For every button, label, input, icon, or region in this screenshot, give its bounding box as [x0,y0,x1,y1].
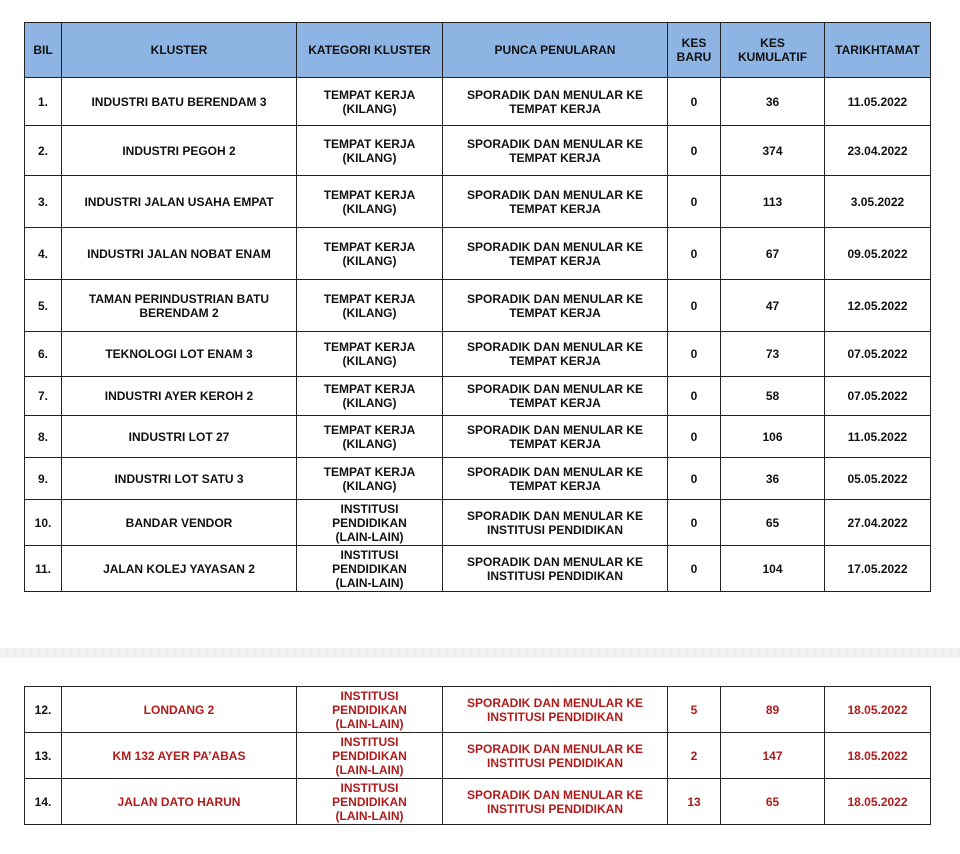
cell-punca [443,280,668,332]
cell-kategori [297,176,443,228]
cell-kategori [297,416,443,458]
cell-kategori-line: (LAIN-LAIN) [335,529,404,544]
cell-punca [443,176,668,228]
cell-bil: 9. [25,458,62,500]
cell-bil: 10. [25,500,62,546]
cell-kes-kumulatif: 65 [721,779,825,825]
cell-punca [443,687,668,733]
cell-bil: 6. [25,332,62,377]
cell-bil: 1. [25,78,62,126]
cell-punca-line: INSTITUSI PENDIDIKAN [486,755,623,770]
cell-kategori-line: PENDIDIKAN [332,561,407,576]
cell-kes-baru: 0 [668,228,721,280]
cell-punca-line: SPORADIK DAN MENULAR KE [466,554,643,569]
cell-punca [443,733,668,779]
cell-punca-line: SPORADIK DAN MENULAR KE [466,382,643,396]
cell-punca-line: INSTITUSI PENDIDIKAN [486,801,623,816]
header-punca: PUNCA PENULARAN [443,23,668,78]
cell-kategori [297,500,443,546]
table-row [25,687,931,733]
cell-kluster: INDUSTRI JALAN NOBAT ENAM [62,228,297,280]
new-cluster-table [24,686,931,825]
cell-tarikh-tamat: 07.05.2022 [825,377,931,416]
cell-kategori-line: TEMPAT KERJA [323,187,416,202]
cell-tarikh-tamat: 27.04.2022 [825,500,931,546]
cell-kategori [297,332,443,377]
cell-kategori [297,228,443,280]
cell-punca [443,126,668,176]
cell-bil: 12. [25,687,62,733]
cell-tarikh-tamat: 23.04.2022 [825,126,931,176]
cluster-table [24,22,931,592]
cell-kategori-line: (KILANG) [342,101,397,116]
cell-kategori-line: (LAIN-LAIN) [335,808,404,823]
cell-kategori [297,458,443,500]
table-row [25,733,931,779]
cell-tarikh-tamat: 17.05.2022 [825,546,931,592]
cell-punca-line: SPORADIK DAN MENULAR KE [466,340,643,354]
cell-punca [443,332,668,377]
cell-punca-line: TEMPAT KERJA [509,101,601,116]
cell-kategori [297,733,443,779]
cell-kategori-line: TEMPAT KERJA [323,291,416,306]
cell-kes-baru: 0 [668,458,721,500]
cell-kategori-line: (LAIN-LAIN) [335,762,404,777]
cell-punca-line: SPORADIK DAN MENULAR KE [466,239,643,254]
cell-kes-kumulatif: 65 [721,500,825,546]
cell-kategori-line: INSTITUSI [340,688,399,703]
cell-tarikh-tamat: 18.05.2022 [825,779,931,825]
header-tarikh-tamat: TARIKHTAMAT [825,23,931,78]
cell-bil: 14. [25,779,62,825]
cell-kluster: JALAN KOLEJ YAYASAN 2 [62,546,297,592]
table-row [25,228,931,280]
cell-punca-line: TEMPAT KERJA [509,305,601,320]
cell-kluster: LONDANG 2 [62,687,297,733]
table-row [25,78,931,126]
cell-kluster: KM 132 AYER PA’ABAS [62,733,297,779]
cell-punca-line: SPORADIK DAN MENULAR KE [466,136,643,151]
new-cluster-table-body [25,687,931,825]
cell-tarikh-tamat: 18.05.2022 [825,733,931,779]
cell-bil: 8. [25,416,62,458]
cell-kategori-line: TEMPAT KERJA [323,464,416,479]
cell-punca-line: TEMPAT KERJA [509,354,601,368]
table-header-row [25,23,931,78]
cell-tarikh-tamat: 11.05.2022 [825,78,931,126]
table-row [25,546,931,592]
cell-punca-line: SPORADIK DAN MENULAR KE [466,695,643,710]
page-separator [0,648,960,658]
cell-kes-baru: 0 [668,377,721,416]
cell-tarikh-tamat: 18.05.2022 [825,687,931,733]
cell-kes-kumulatif: 67 [721,228,825,280]
cell-punca [443,546,668,592]
cell-kategori-line: PENDIDIKAN [332,794,407,809]
cell-tarikh-tamat: 11.05.2022 [825,416,931,458]
cell-kes-baru: 2 [668,733,721,779]
cell-tarikh-tamat: 09.05.2022 [825,228,931,280]
cell-kategori-line: INSTITUSI [340,734,399,749]
cell-kes-kumulatif: 36 [721,78,825,126]
cell-kes-baru: 0 [668,546,721,592]
cell-punca-line: TEMPAT KERJA [509,150,601,165]
header-kes-baru: KES BARU [668,23,721,78]
cell-kategori [297,687,443,733]
cell-kes-kumulatif: 374 [721,126,825,176]
cell-kategori-line: PENDIDIKAN [332,515,407,530]
cell-kluster: INDUSTRI AYER KEROH 2 [62,377,297,416]
cell-kes-kumulatif: 113 [721,176,825,228]
cell-kluster: TEKNOLOGI LOT ENAM 3 [62,332,297,377]
cell-kluster: JALAN DATO HARUN [62,779,297,825]
header-kluster: KLUSTER [62,23,297,78]
cell-kes-kumulatif: 47 [721,280,825,332]
cell-punca-line: INSTITUSI PENDIDIKAN [486,709,623,724]
cell-punca-line: TEMPAT KERJA [509,253,601,268]
cell-kategori-line: (LAIN-LAIN) [335,575,404,590]
cell-kategori-line: TEMPAT KERJA [323,422,416,437]
cell-kluster: BANDAR VENDOR [62,500,297,546]
table-row [25,779,931,825]
cell-kes-baru: 0 [668,176,721,228]
cell-kes-baru: 0 [668,126,721,176]
cell-kes-baru: 0 [668,78,721,126]
cell-kategori-line: INSTITUSI [340,780,399,795]
cell-kes-baru: 5 [668,687,721,733]
cell-kes-baru: 0 [668,416,721,458]
cell-kategori [297,377,443,416]
table-row [25,458,931,500]
table-row [25,126,931,176]
table-row [25,377,931,416]
cell-kategori-line: TEMPAT KERJA [323,340,416,354]
cell-punca-line: SPORADIK DAN MENULAR KE [466,422,643,437]
cluster-table-body [25,78,931,592]
cell-bil: 5. [25,280,62,332]
cell-kategori-line: (KILANG) [342,436,397,451]
cell-kes-kumulatif: 89 [721,687,825,733]
cell-kategori [297,78,443,126]
header-bil: BIL [25,23,62,78]
cell-punca [443,377,668,416]
cell-punca-line: INSTITUSI PENDIDIKAN [486,568,623,583]
table-row [25,500,931,546]
cell-kategori-line: (KILANG) [342,396,397,410]
cell-punca-line: SPORADIK DAN MENULAR KE [466,464,643,479]
cell-punca-line: SPORADIK DAN MENULAR KE [466,508,643,523]
cell-kategori [297,280,443,332]
header-kategori: KATEGORI KLUSTER [297,23,443,78]
cell-tarikh-tamat: 07.05.2022 [825,332,931,377]
cell-punca [443,458,668,500]
cell-punca-line: SPORADIK DAN MENULAR KE [466,787,643,802]
cell-punca-line: SPORADIK DAN MENULAR KE [466,291,643,306]
cell-kategori-line: (KILANG) [342,354,397,368]
cell-kategori-line: PENDIDIKAN [332,748,407,763]
cell-kes-kumulatif: 36 [721,458,825,500]
cell-kategori-line: INSTITUSI [340,501,399,516]
cell-kategori-line: (KILANG) [342,253,397,268]
cell-punca [443,228,668,280]
cell-kes-baru: 0 [668,280,721,332]
cell-kategori [297,546,443,592]
cell-punca-line: TEMPAT KERJA [509,396,601,410]
cell-kes-baru: 13 [668,779,721,825]
cell-punca-line: TEMPAT KERJA [509,201,601,216]
header-kes-kumulatif: KES KUMULATIF [721,23,825,78]
cell-kluster: INDUSTRI BATU BERENDAM 3 [62,78,297,126]
cell-punca [443,779,668,825]
cell-kategori-line: (KILANG) [342,150,397,165]
cell-bil: 11. [25,546,62,592]
cell-punca-line: SPORADIK DAN MENULAR KE [466,187,643,202]
cell-bil: 13. [25,733,62,779]
cell-kes-baru: 0 [668,500,721,546]
cell-punca [443,500,668,546]
cell-punca-line: SPORADIK DAN MENULAR KE [466,741,643,756]
table-row [25,332,931,377]
cell-bil: 3. [25,176,62,228]
cell-kategori [297,779,443,825]
cell-kes-baru: 0 [668,332,721,377]
cell-kes-kumulatif: 73 [721,332,825,377]
cell-tarikh-tamat: 05.05.2022 [825,458,931,500]
cell-bil: 2. [25,126,62,176]
cell-punca [443,416,668,458]
cell-kategori-line: TEMPAT KERJA [323,87,416,102]
cell-kluster: TAMAN PERINDUSTRIAN BATU BERENDAM 2 [62,280,297,332]
cell-kategori [297,126,443,176]
cell-kes-kumulatif: 147 [721,733,825,779]
cell-kluster: INDUSTRI JALAN USAHA EMPAT [62,176,297,228]
cell-kluster: INDUSTRI PEGOH 2 [62,126,297,176]
cell-kategori-line: TEMPAT KERJA [323,239,416,254]
cell-kategori-line: (LAIN-LAIN) [335,716,404,731]
cell-kategori-line: TEMPAT KERJA [323,382,416,396]
cell-kategori-line: (KILANG) [342,201,397,216]
cell-punca-line: INSTITUSI PENDIDIKAN [486,522,623,537]
cell-kategori-line: (KILANG) [342,305,397,320]
cell-kes-kumulatif: 58 [721,377,825,416]
cell-bil: 7. [25,377,62,416]
table-row [25,416,931,458]
cell-bil: 4. [25,228,62,280]
cell-tarikh-tamat: 12.05.2022 [825,280,931,332]
cell-kategori-line: PENDIDIKAN [332,702,407,717]
cell-kes-kumulatif: 104 [721,546,825,592]
cell-kategori-line: INSTITUSI [340,547,399,562]
cell-punca-line: TEMPAT KERJA [509,478,601,493]
cell-kluster: INDUSTRI LOT SATU 3 [62,458,297,500]
cell-punca [443,78,668,126]
table-row [25,176,931,228]
cell-kategori-line: (KILANG) [342,478,397,493]
cell-kategori-line: TEMPAT KERJA [323,136,416,151]
table-row [25,280,931,332]
cell-kluster: INDUSTRI LOT 27 [62,416,297,458]
cell-tarikh-tamat: 3.05.2022 [825,176,931,228]
cell-punca-line: SPORADIK DAN MENULAR KE [466,87,643,102]
cell-kes-kumulatif: 106 [721,416,825,458]
cell-punca-line: TEMPAT KERJA [509,436,601,451]
